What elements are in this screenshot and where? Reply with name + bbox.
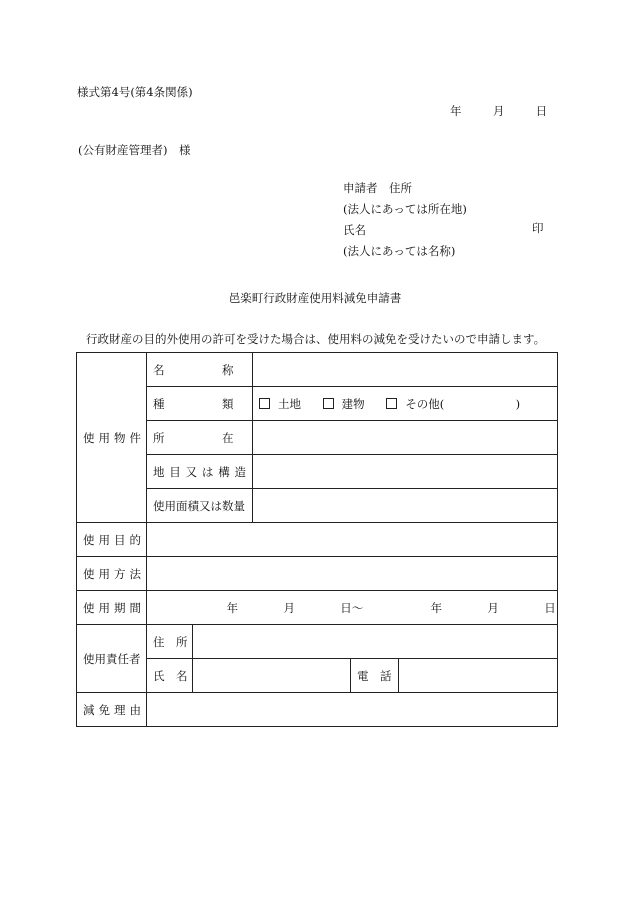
date-month: 月	[492, 104, 505, 118]
purpose-field[interactable]	[147, 523, 558, 557]
form-number: 様式第4号(第4条関係)	[77, 85, 193, 99]
period-label: 使用期間	[77, 591, 147, 625]
reason-field[interactable]	[147, 693, 558, 727]
period-end-day: 日	[544, 600, 556, 615]
location-field[interactable]	[253, 421, 558, 455]
period-field[interactable]	[147, 591, 558, 625]
seal-mark: 印	[532, 221, 544, 235]
period-end-year: 年	[430, 600, 443, 615]
responsible-address-label: 住 所	[147, 625, 193, 659]
applicant-name-label: 氏名	[343, 223, 366, 237]
checkbox-icon[interactable]	[323, 398, 334, 409]
option-other[interactable]: その他(	[386, 397, 444, 411]
application-table	[76, 352, 558, 727]
responsible-address-field[interactable]	[193, 625, 558, 659]
date-day: 日	[535, 104, 548, 118]
intro-text: 行政財産の目的外使用の許可を受けた場合は、使用料の減免を受けたいので申請します。	[86, 332, 546, 346]
option-building[interactable]: 建物	[323, 397, 365, 411]
period-start-day: 日〜	[340, 600, 364, 615]
property-label: 使用物件	[77, 353, 147, 523]
period-end-month: 月	[487, 600, 499, 615]
method-field[interactable]	[147, 557, 558, 591]
phone-field[interactable]	[399, 659, 558, 693]
location-label: 所 在	[147, 421, 253, 455]
other-close-paren: )	[515, 396, 521, 411]
name-label: 名 称	[147, 353, 253, 387]
purpose-label: 使用目的	[77, 523, 147, 557]
document-title: 邑楽町行政財産使用料減免申請書	[228, 291, 402, 305]
area-quantity-field[interactable]	[253, 489, 558, 523]
reason-label: 減免理由	[77, 693, 147, 727]
responsible-name-label: 氏 名	[147, 659, 193, 693]
responsible-person-label: 使用責任者	[77, 625, 147, 693]
kind-label: 種 類	[147, 387, 253, 421]
date-year: 年	[450, 104, 462, 118]
applicant-name-note: (法人にあっては名称)	[343, 244, 456, 258]
addressee: (公有財産管理者) 様	[78, 143, 191, 157]
checkbox-icon[interactable]	[386, 398, 397, 409]
name-field[interactable]	[253, 353, 558, 387]
method-label: 使用方法	[77, 557, 147, 591]
phone-label: 電 話	[351, 659, 399, 693]
period-start-month: 月	[283, 600, 295, 615]
applicant-block	[343, 178, 467, 262]
option-land[interactable]: 土地	[259, 397, 301, 411]
applicant-address-note: (法人にあっては所在地)	[343, 202, 467, 216]
applicant-address-label: 申請者 住所	[343, 181, 412, 195]
responsible-name-field[interactable]	[193, 659, 351, 693]
area-quantity-label: 使用面積又は数量	[147, 489, 253, 523]
period-start-year: 年	[226, 600, 239, 615]
kind-options	[253, 387, 558, 421]
checkbox-icon[interactable]	[259, 398, 270, 409]
date-line	[450, 103, 547, 119]
category-structure-field[interactable]	[253, 455, 558, 489]
category-structure-label: 地目又は構造	[147, 455, 253, 489]
